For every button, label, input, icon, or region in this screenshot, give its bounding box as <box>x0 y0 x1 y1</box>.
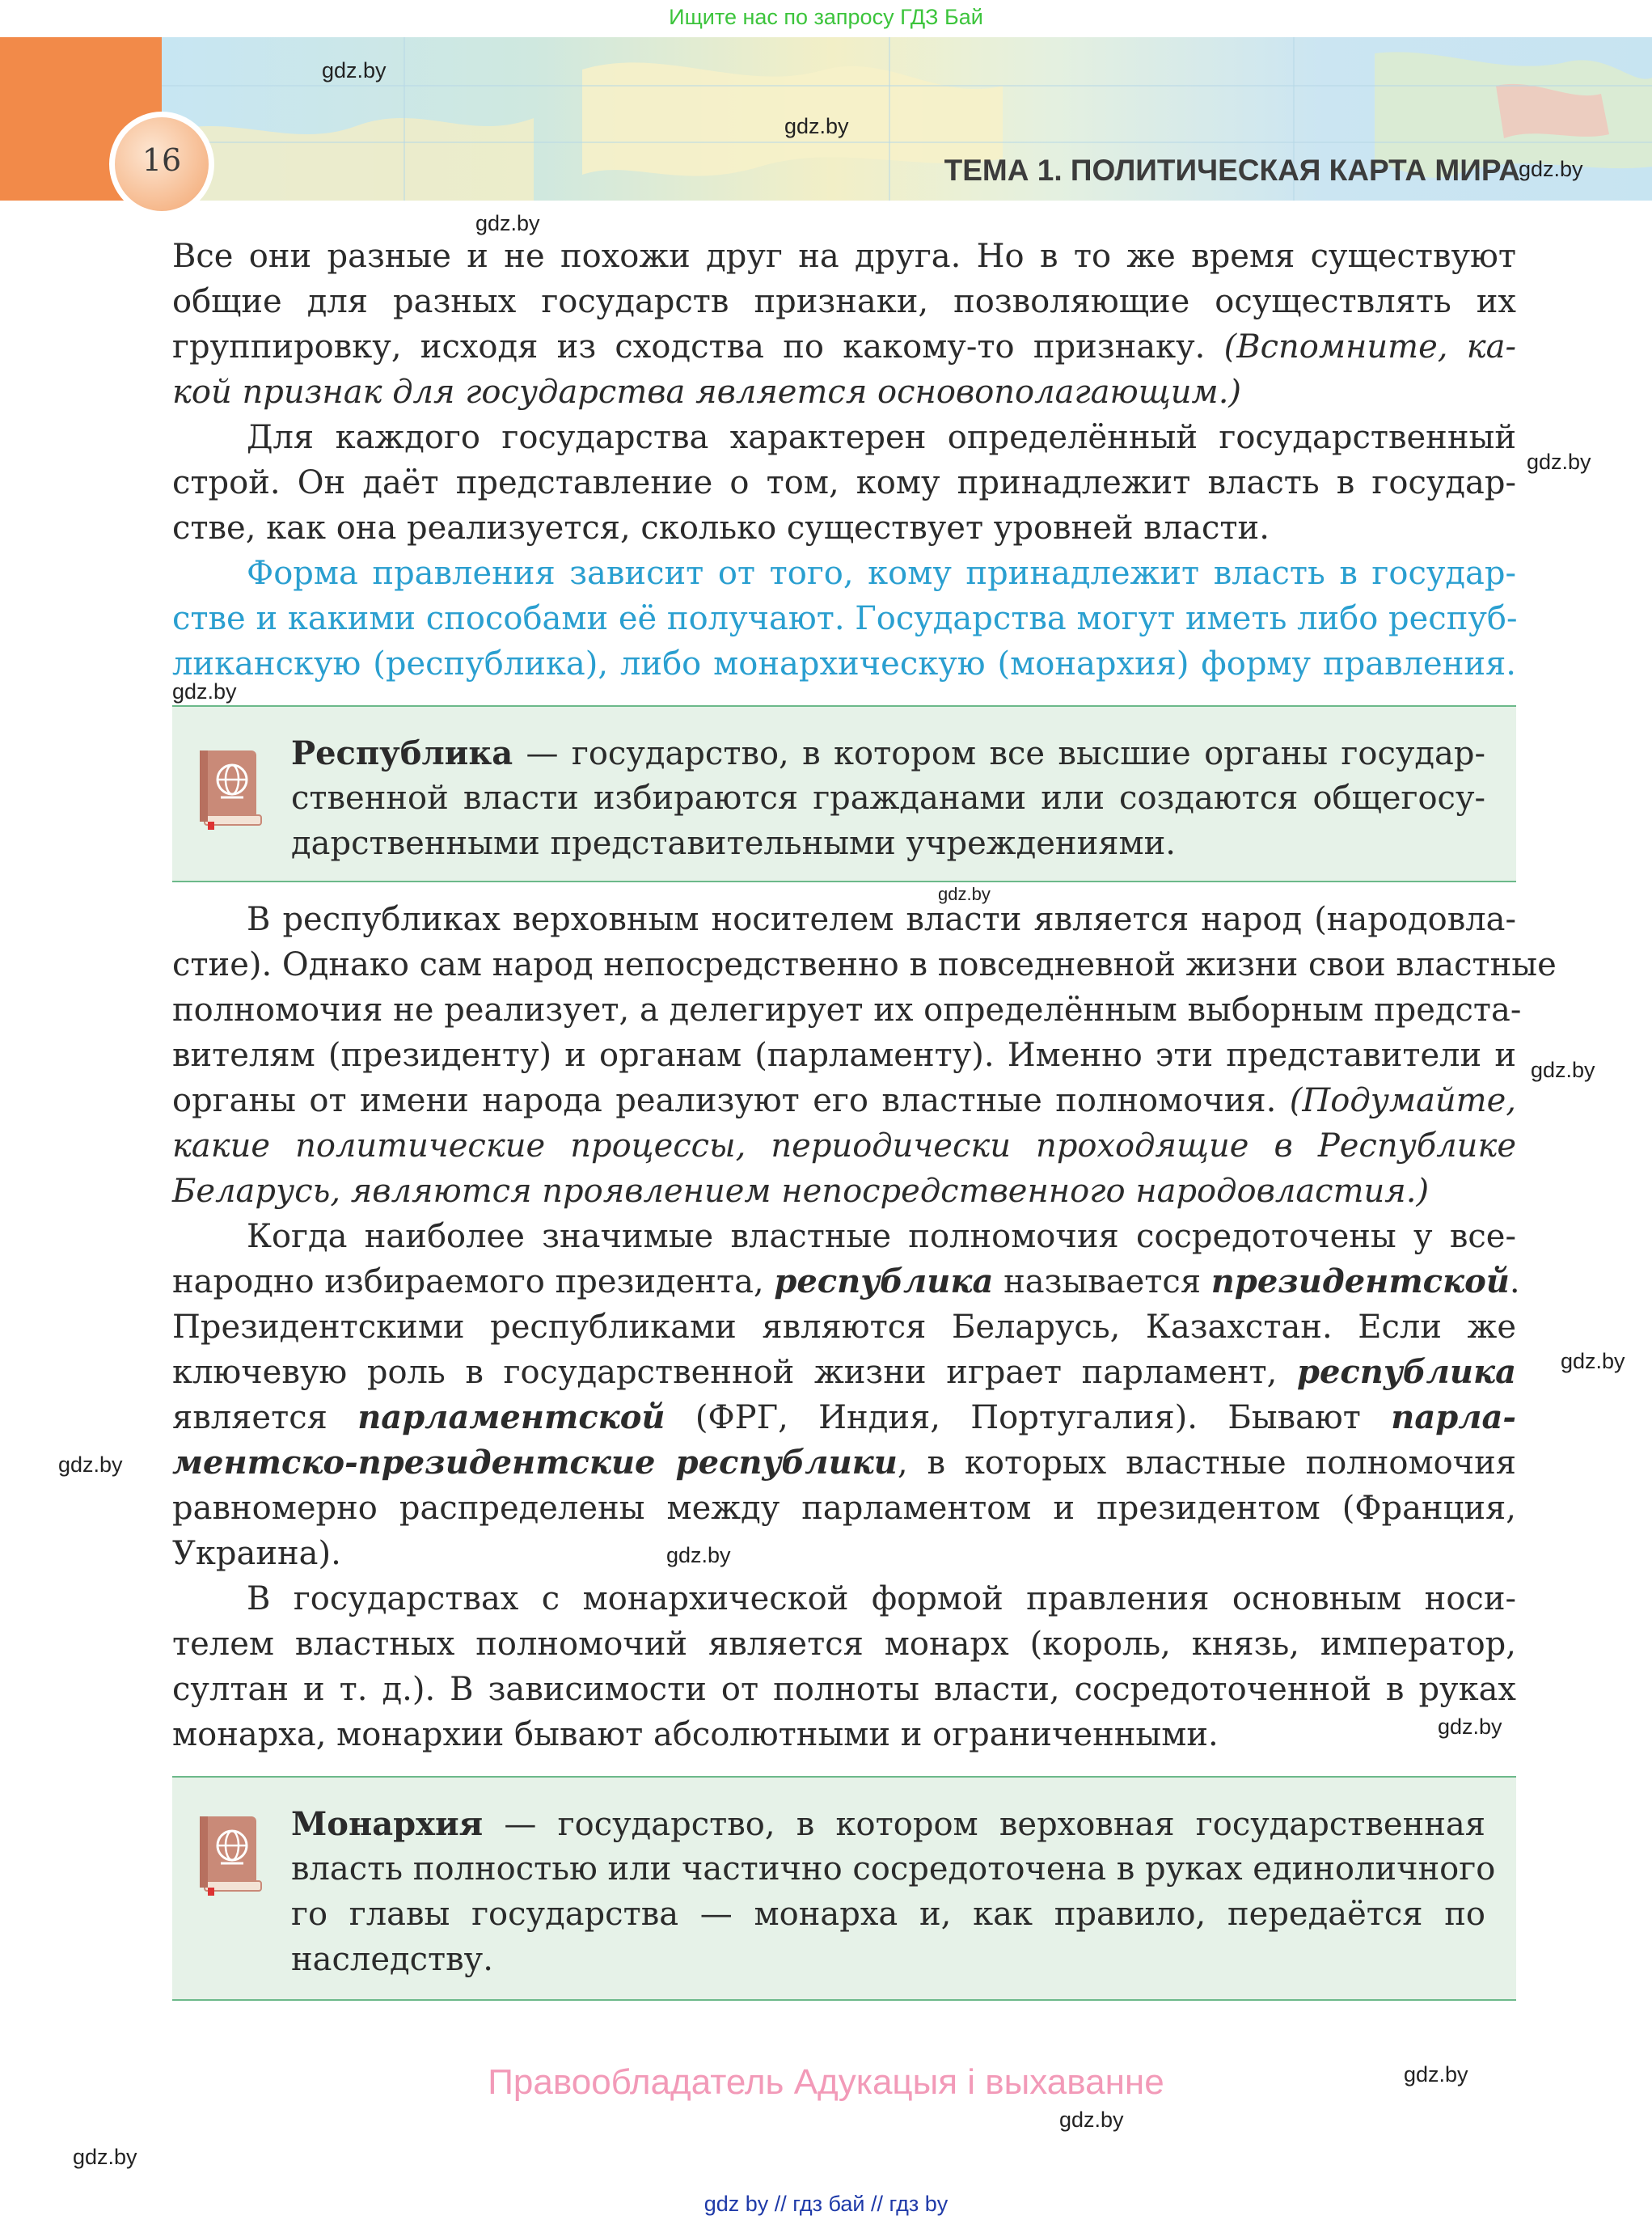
text-line: Украина). <box>172 1535 341 1572</box>
watermark: gdz.by <box>1527 450 1591 474</box>
term-monarchy: Монархия <box>291 1805 484 1843</box>
term-italic: республика <box>1296 1353 1516 1391</box>
watermark: gdz.by <box>1531 1058 1595 1082</box>
term-italic: парла- <box>1391 1398 1516 1436</box>
text-line: султан и т. д.). В зависимости от полноты власти, сосредоточенной в руках <box>172 1671 1516 1708</box>
watermark: gdz.by <box>172 679 237 704</box>
page-number: 16 <box>142 142 182 178</box>
text-line <box>172 324 1516 370</box>
chapter-title: ТЕМА 1. ПОЛИТИЧЕСКАЯ КАРТА МИРА <box>944 154 1520 187</box>
text-line: стие). Однако сам народ непосредственно в повседневной жизни свои властные <box>172 946 1557 983</box>
bottom-links[interactable]: gdz by // гдз бай // гдз by <box>703 2192 949 2216</box>
text-line: Форма правления зависит от того, кому принадлежит власть в государ- <box>247 555 1516 592</box>
text-span: . <box>1509 1263 1520 1300</box>
definition-monarchy <box>172 1776 1516 2001</box>
text-line: полномочия не реализует, а делегирует их определённым выборным предста- <box>172 991 1522 1029</box>
watermark: gdz.by <box>322 58 387 82</box>
question-italic: какие политические процессы, периодически проходящие в Республике <box>172 1127 1516 1165</box>
definition-republic <box>172 705 1516 882</box>
text-line: Когда наиболее значимые властные полномочия сосредоточены у все- <box>247 1218 1516 1255</box>
text-line <box>172 1350 1516 1395</box>
watermark: gdz.by <box>938 884 991 904</box>
book-globe-icon <box>196 1812 264 1896</box>
text-line: дарственными представительными учреждениями. <box>291 825 1176 862</box>
paragraph-monarchies <box>172 1576 1516 1757</box>
text-line <box>291 1802 1485 1847</box>
term-italic: президентской <box>1210 1262 1510 1300</box>
paragraph-form-of-government <box>172 551 1516 687</box>
text-span: ключевую роль в государственной жизни играет парламент, <box>172 1354 1297 1391</box>
copyright-notice: Правообладатель Адукацыя і выхаванне <box>488 2062 1164 2102</box>
watermark: gdz.by <box>1404 2062 1468 2087</box>
text-line <box>172 1169 1516 1214</box>
definition-text <box>291 1802 1496 1983</box>
text-span: , в которых властные полномочия <box>897 1444 1516 1482</box>
text-span: — государство, в котором верховная государственная <box>483 1806 1485 1843</box>
watermark: gdz.by <box>475 211 540 235</box>
watermark: gdz.by <box>73 2145 137 2169</box>
text-span: называется <box>993 1263 1211 1300</box>
text-line: стве и какими способами её получают. Государства могут иметь либо респуб- <box>172 600 1518 637</box>
top-search-note: Ищите нас по запросу ГДЗ Бай <box>669 5 983 29</box>
text-line: наследству. <box>291 1941 493 1978</box>
paragraph-republics <box>172 897 1557 1214</box>
watermark: gdz.by <box>1561 1349 1625 1373</box>
text-line: В республиках верховным носителем власти является народ (народовла- <box>247 901 1516 938</box>
text-line: строй. Он даёт представление о том, кому принадлежит власть в государ- <box>172 464 1516 501</box>
text-line: стве, как она реализуется, сколько существует уровней власти. <box>172 509 1270 547</box>
text-line <box>172 1123 1516 1169</box>
text-span: (ФРГ, Индия, Португалия). Бывают <box>665 1399 1392 1436</box>
text-line: равномерно распределены между парламентом и президентом (Франция, <box>172 1490 1516 1527</box>
watermark: gdz.by <box>1519 157 1583 181</box>
paragraph-republic-types <box>172 1214 1520 1576</box>
paragraph-state-structure <box>172 415 1516 551</box>
watermark: gdz.by <box>784 114 849 138</box>
text-line: Для каждого государства характерен определённый государственный <box>247 419 1516 456</box>
term-italic: ментско-президентские республики <box>172 1444 898 1482</box>
book-globe-icon <box>196 746 264 830</box>
question-italic: (Подумайте, <box>1289 1082 1516 1119</box>
watermark: gdz.by <box>58 1452 123 1477</box>
text-line <box>172 370 1516 415</box>
term-italic: республика <box>774 1262 994 1300</box>
question-italic: (Вспомните, ка- <box>1223 328 1516 366</box>
text-line: ственной власти избираются гражданами или создаются общегосу- <box>291 780 1485 817</box>
question-italic: кой признак для государства является основополагающим.) <box>172 374 1242 411</box>
text-span: группировку, исходя из сходства по какому-то признаку. <box>172 328 1224 366</box>
term-republic: Республика <box>291 734 513 772</box>
text-line: Все они разные и не похожи друг на друга. Но в то же время существуют <box>172 238 1516 275</box>
text-line: общие для разных государств признаки, позволяющие осуществлять их <box>172 283 1516 320</box>
text-line <box>172 1259 1520 1304</box>
watermark: gdz.by <box>1438 1715 1502 1739</box>
text-line: монарха, монархии бывают абсолютными и ограниченными. <box>172 1716 1219 1753</box>
text-line: власть полностью или частично сосредоточена в руках единоличного <box>291 1850 1496 1888</box>
question-italic: Беларусь, являются проявлением непосредственного народовластия.) <box>172 1173 1430 1210</box>
watermark: gdz.by <box>1059 2108 1124 2132</box>
text-line: Президентскими республиками являются Беларусь, Казахстан. Если же <box>172 1309 1516 1346</box>
watermark: gdz.by <box>666 1543 731 1567</box>
definition-text <box>291 731 1485 867</box>
text-line: вителям (президенту) и органам (парламенту). Именно эти представители и <box>172 1037 1516 1074</box>
text-line: В государствах с монархической формой правления основным носи- <box>247 1580 1516 1617</box>
text-line <box>291 731 1485 776</box>
text-span: является <box>172 1399 358 1436</box>
text-line <box>172 1440 1516 1486</box>
text-span: органы от имени народа реализуют его властные полномочия. <box>172 1082 1290 1119</box>
text-span: народно избираемого президента, <box>172 1263 775 1300</box>
paragraph-intro <box>172 234 1516 415</box>
text-line <box>172 1395 1516 1440</box>
term-italic: парламентской <box>357 1398 665 1436</box>
text-line: го главы государства — монарха и, как правило, передаётся по <box>291 1896 1485 1933</box>
text-line: ликанскую (республика), либо монархическую (монархия) форму правления. <box>172 645 1516 683</box>
text-line <box>172 1078 1516 1123</box>
text-line: телем властных полномочий является монарх (король, князь, император, <box>172 1626 1516 1663</box>
text-span: — государство, в котором все высшие органы государ- <box>513 735 1485 772</box>
